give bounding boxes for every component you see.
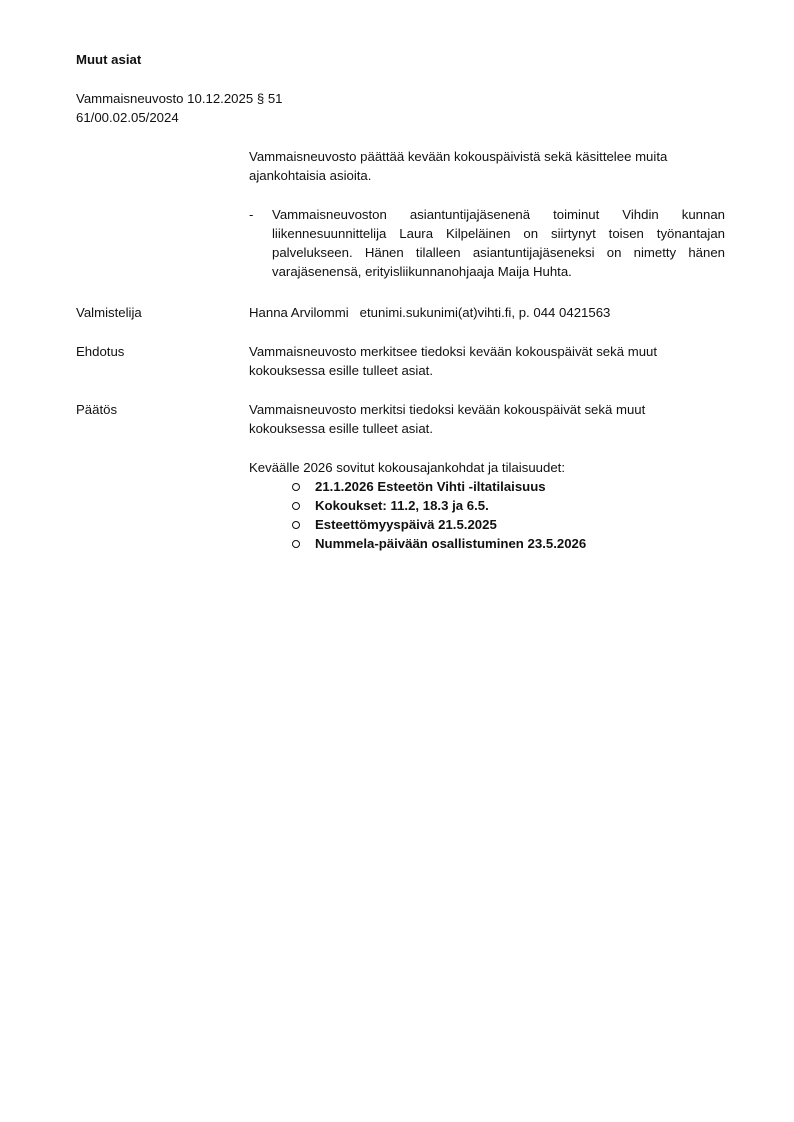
reference-block [76, 89, 283, 127]
preparer-value: Hanna Arvilommi etunimi.sukunimi(at)vihti.fi, p. 044 0421563 [249, 305, 611, 320]
section-heading: Muut asiat [76, 52, 142, 67]
circle-bullet-icon [292, 502, 300, 510]
decision-block [249, 400, 725, 553]
decision-label: Päätös [76, 402, 118, 417]
description-block [249, 147, 725, 282]
schedule-item-text: 21.1.2026 Esteetön Vihti -iltatilaisuus [315, 478, 546, 494]
description-intro: Vammaisneuvosto päättää kevään kokouspäivistä sekä käsittelee muita ajankohtaisia asioita. [249, 149, 668, 184]
schedule-item-text: Kokoukset: 11.2, 18.3 ja 6.5. [315, 497, 489, 513]
schedule-item [249, 496, 725, 515]
circle-bullet-icon [292, 521, 300, 529]
circle-bullet-icon [292, 540, 300, 548]
dash-marker: - [249, 206, 254, 222]
proposal-label: Ehdotus [76, 344, 125, 359]
schedule-item [249, 515, 725, 534]
schedule-item [249, 534, 725, 553]
preparer-label: Valmistelija [76, 305, 142, 320]
schedule-item [249, 477, 725, 496]
description-list-item [249, 205, 725, 282]
schedule-item-text: Esteettömyyspäivä 21.5.2025 [315, 516, 497, 532]
schedule-list [249, 477, 725, 553]
schedule-item-text: Nummela-päivään osallistuminen 23.5.2026 [315, 535, 587, 551]
circle-bullet-icon [292, 483, 300, 491]
record-number: 61/00.02.05/2024 [76, 110, 179, 125]
description-item-text: Vammaisneuvoston asiantuntijajäsenenä toiminut Vihdin kunnan liikennesuunnittelija Laura Kilpeläinen on siirtynyt toisen työnantajan palvelukseen. Hänen tilalleen asiantuntijajäseneksi on nimetty hänen varajäsenensä, erityisliikunnanohjaaja Maija Huhta. [272, 206, 725, 280]
decision-text: Vammaisneuvosto merkitsi tiedoksi kevään kokouspäivät sekä muut kokouksessa esille tulleet asiat. [249, 402, 646, 437]
proposal-text: Vammaisneuvosto merkitsee tiedoksi kevään kokouspäivät sekä muut kokouksessa esille tulleet asiat. [249, 344, 658, 379]
meeting-reference: Vammaisneuvosto 10.12.2025 § 51 [76, 91, 283, 106]
schedule-intro: Keväälle 2026 sovitut kokousajankohdat ja tilaisuudet: [249, 459, 565, 475]
